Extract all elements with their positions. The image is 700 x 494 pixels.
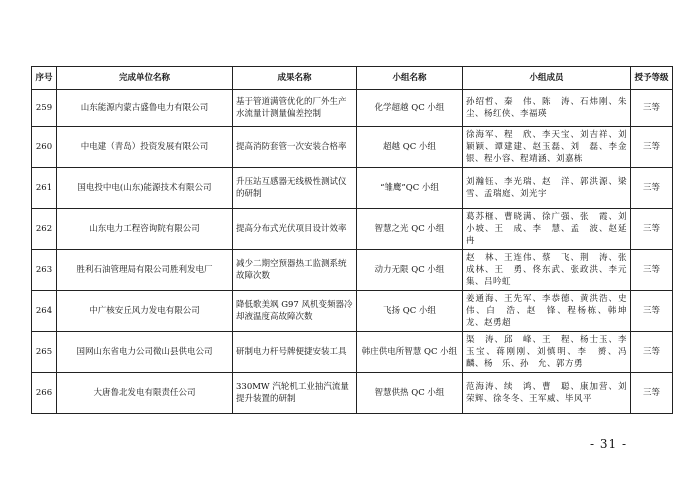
award-table	[31, 66, 673, 414]
table-row	[32, 250, 673, 291]
cell-group: 飞扬 QC 小组	[357, 291, 463, 332]
cell-unit: 山东电力工程咨询院有限公司	[57, 209, 233, 250]
cell-seq: 263	[32, 250, 57, 291]
cell-group: 超越 QC 小组	[357, 127, 463, 168]
cell-unit: 胜利石油管理局有限公司胜利发电厂	[57, 250, 233, 291]
table-row	[32, 168, 673, 209]
header-group: 小组名称	[357, 67, 463, 90]
cell-grade: 三等	[631, 291, 673, 332]
cell-seq: 262	[32, 209, 57, 250]
cell-members: 葛苏榧、曹晓满、徐广强、张 霞、刘小坡、王 成、李 慧、孟 波、赵延冉	[463, 209, 631, 250]
header-grade: 授予等级	[631, 67, 673, 90]
cell-seq: 261	[32, 168, 57, 209]
cell-grade: 三等	[631, 250, 673, 291]
cell-unit: 中广核安丘风力发电有限公司	[57, 291, 233, 332]
cell-grade: 三等	[631, 127, 673, 168]
cell-group: 动力无限 QC 小组	[357, 250, 463, 291]
cell-group: “雏鹰”QC 小组	[357, 168, 463, 209]
cell-grade: 三等	[631, 373, 673, 414]
cell-group: 智慧之光 QC 小组	[357, 209, 463, 250]
table-row	[32, 209, 673, 250]
cell-unit: 国网山东省电力公司微山县供电公司	[57, 332, 233, 373]
cell-seq: 265	[32, 332, 57, 373]
cell-members: 渠 涛、邱 峰、王 程、杨士玉、李玉宝、蒋刚刚、刘慎明、李 赟、冯 麟、杨 乐、孙 允、郭方勇	[463, 332, 631, 373]
cell-grade: 三等	[631, 332, 673, 373]
cell-result: 降低歌美飒 G97 风机变频器冷却液温度高故障次数	[233, 291, 357, 332]
cell-unit: 大唐鲁北发电有限责任公司	[57, 373, 233, 414]
header-members: 小组成员	[463, 67, 631, 90]
cell-seq: 264	[32, 291, 57, 332]
header-unit: 完成单位名称	[57, 67, 233, 90]
table-row	[32, 373, 673, 414]
cell-group: 韩庄供电所智慧 QC 小组	[357, 332, 463, 373]
header-result: 成果名称	[233, 67, 357, 90]
cell-seq: 260	[32, 127, 57, 168]
cell-seq: 266	[32, 373, 57, 414]
cell-result: 基于管道满管优化的厂外生产水流量计测量偏差控制	[233, 90, 357, 127]
cell-result: 提高分布式光伏项目设计效率	[233, 209, 357, 250]
cell-grade: 三等	[631, 168, 673, 209]
table-row	[32, 90, 673, 127]
cell-unit: 国电投中电(山东)能源技术有限公司	[57, 168, 233, 209]
cell-result: 提高消防套管一次安装合格率	[233, 127, 357, 168]
cell-members: 姜通海、王先军、李恭德、黄洪浩、史 伟、白 浩、赵 锋、程杨栋、韩坤龙、赵勇超	[463, 291, 631, 332]
cell-unit: 中电建（青岛）投资发展有限公司	[57, 127, 233, 168]
table-row	[32, 291, 673, 332]
cell-seq: 259	[32, 90, 57, 127]
cell-result: 研制电力杆号牌便捷安装工具	[233, 332, 357, 373]
cell-members: 徐海军、程 欣、李天宝、刘吉祥、刘颖颖、谭建建、赵玉磊、刘 磊、李金银、程小容、程靖涵、刘嘉栋	[463, 127, 631, 168]
cell-members: 赵 林、王连伟、蔡 飞、荆 涛、张成林、王 勇、佟东武、张政洪、李元集、吕吟虹	[463, 250, 631, 291]
page-number: - 31 -	[590, 437, 628, 451]
cell-group: 智慧供热 QC 小组	[357, 373, 463, 414]
cell-grade: 三等	[631, 209, 673, 250]
header-seq: 序号	[32, 67, 57, 90]
table-row	[32, 332, 673, 373]
cell-members: 孙绍哲、秦 伟、陈 涛、石炜刚、朱 尘、杨红侠、李福瑛	[463, 90, 631, 127]
cell-grade: 三等	[631, 90, 673, 127]
cell-group: 化学超越 QC 小组	[357, 90, 463, 127]
table-row	[32, 127, 673, 168]
cell-result: 升压站互感器无线极性测试仪的研制	[233, 168, 357, 209]
cell-members: 刘瀚钰、李光瑞、赵 洋、郭洪源、梁 雪、孟瑞庭、刘光宇	[463, 168, 631, 209]
cell-members: 范海涛、续 鸿、曹 聪、康加营、刘荣辉、徐冬冬、王军威、毕风平	[463, 373, 631, 414]
table-header-row	[32, 67, 673, 90]
cell-result: 减少二期空预器热工监测系统故障次数	[233, 250, 357, 291]
cell-unit: 山东能源内蒙古盛鲁电力有限公司	[57, 90, 233, 127]
cell-result: 330MW 汽轮机工业抽汽流量提升装置的研制	[233, 373, 357, 414]
